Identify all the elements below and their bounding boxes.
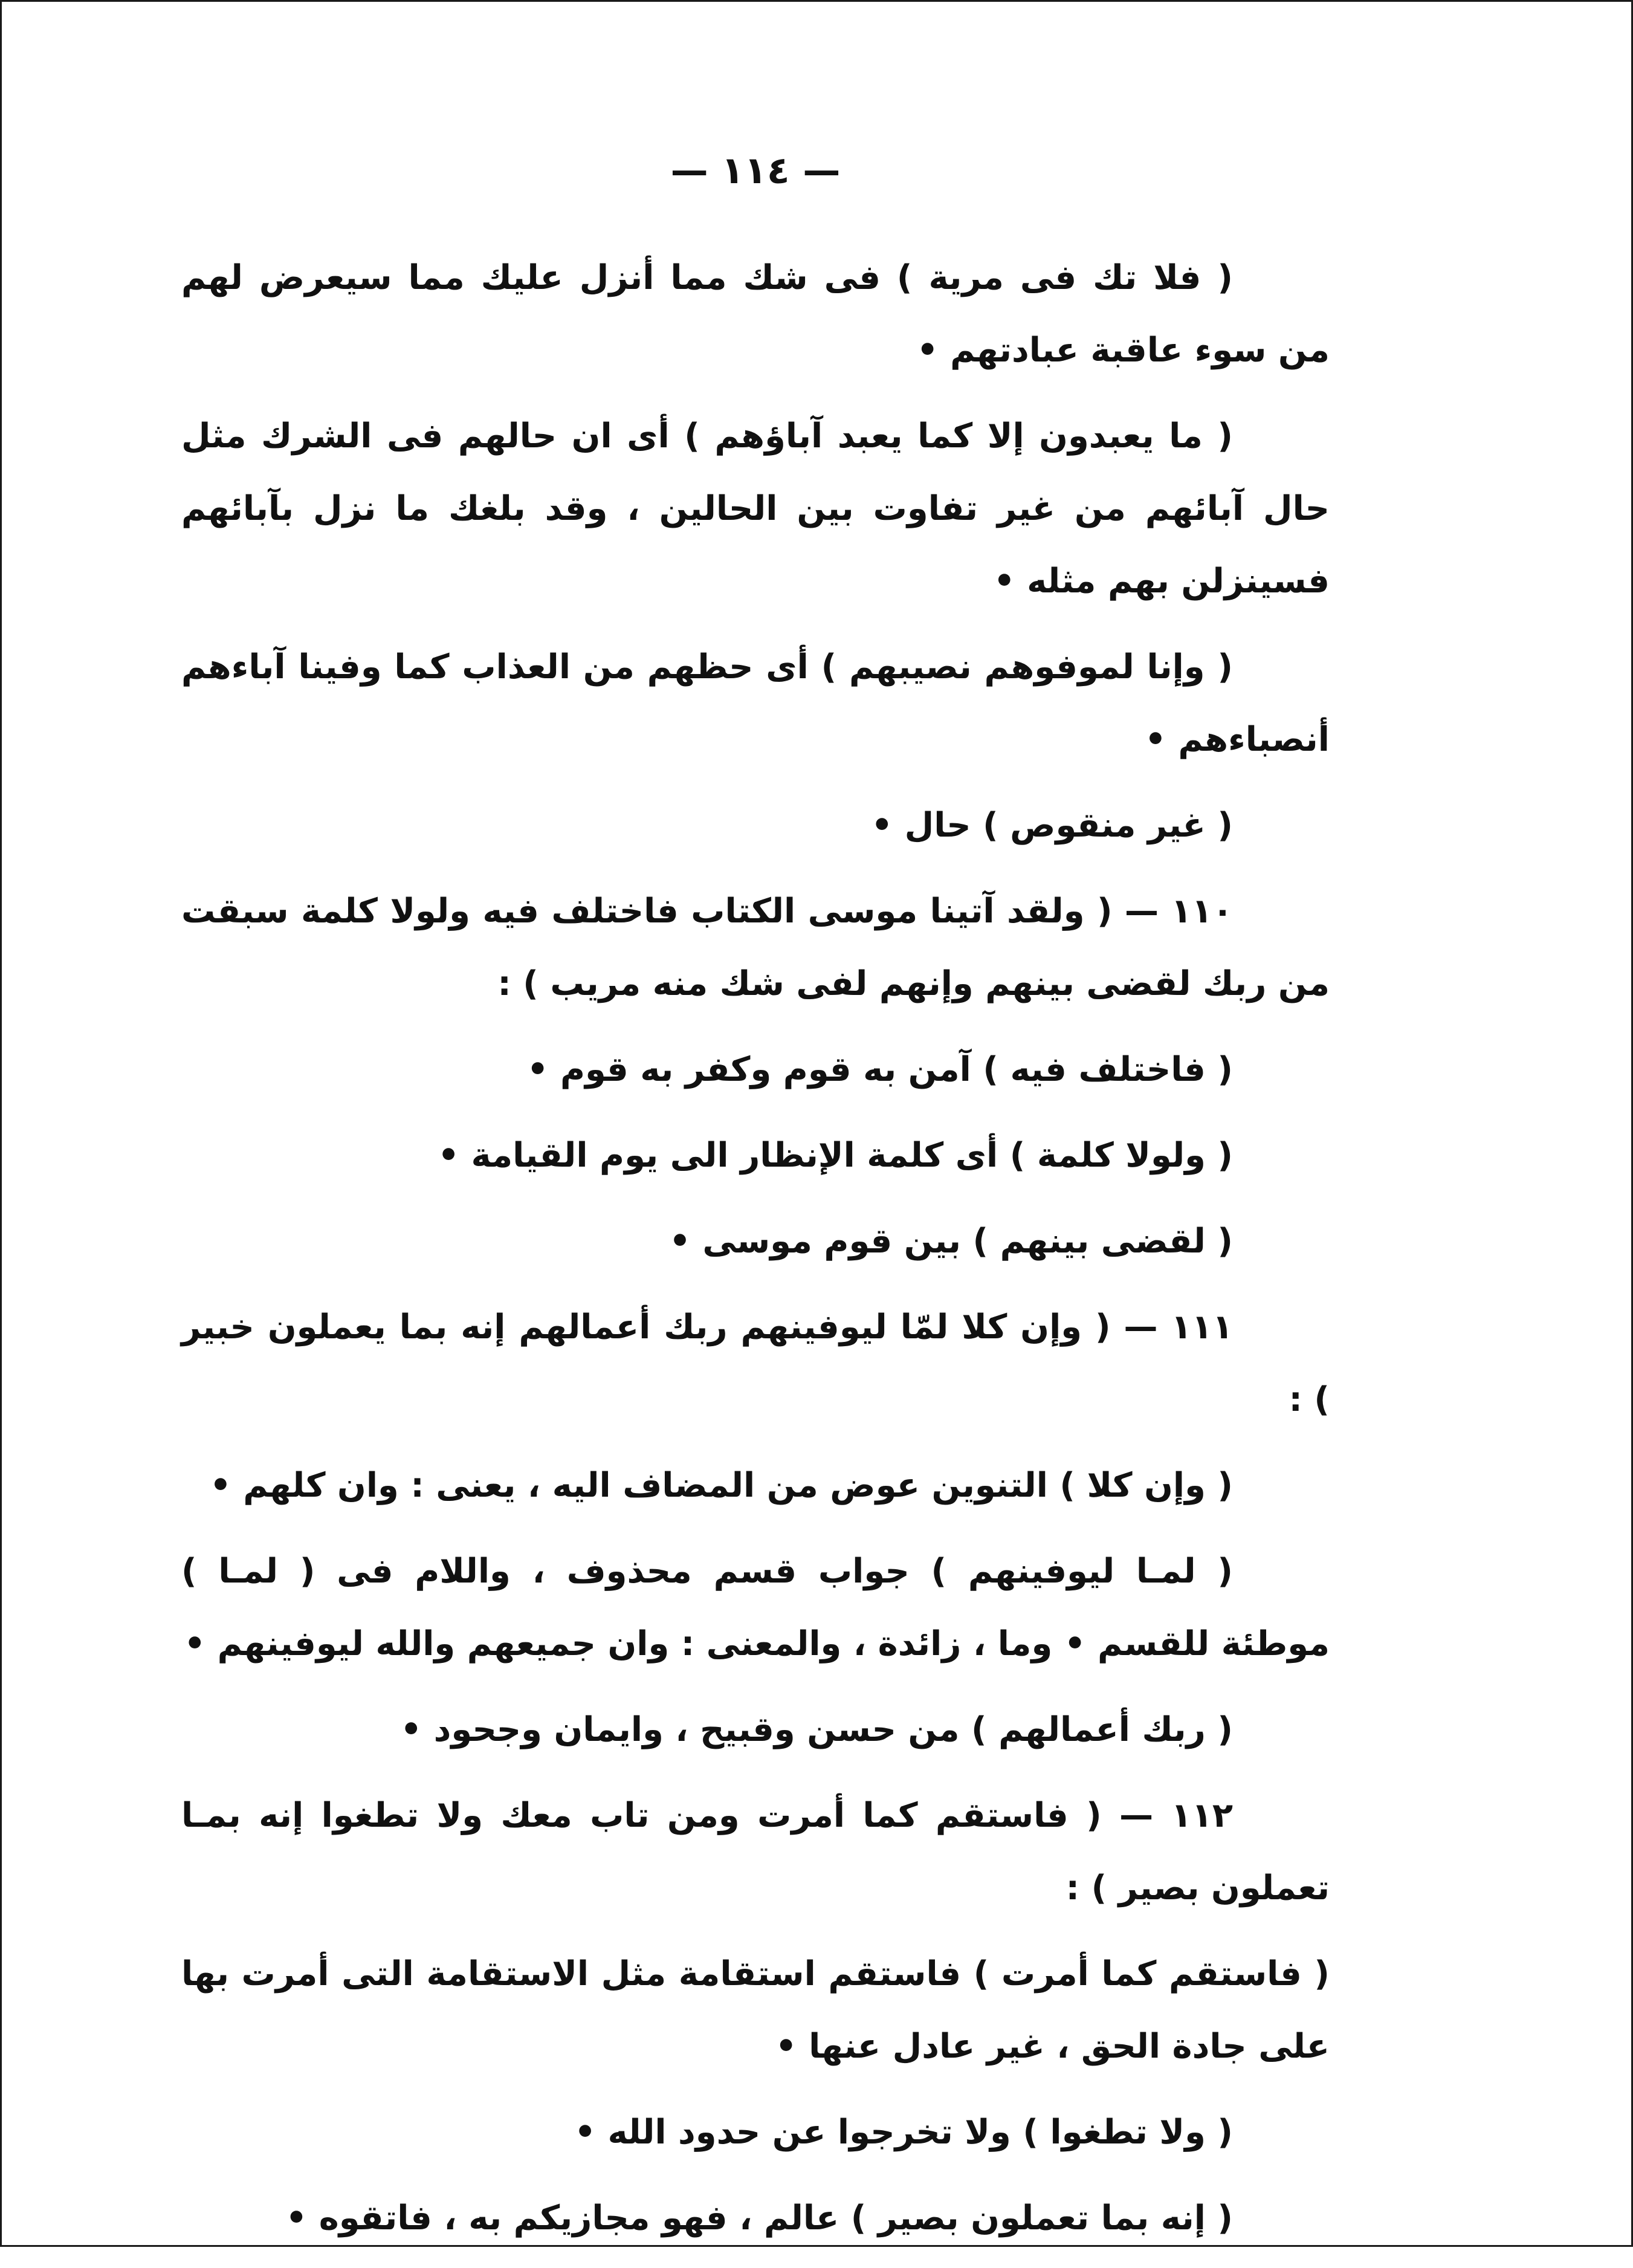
verse-paragraph: ١١٠ — ( ولقد آتينا موسى الكتاب فاختلف فيه ولولا كلمة سبقت من ربك لقضى بينهم وإنهم لفى شك منه مريب ) : [181, 892, 1330, 1003]
paragraph: ( فلا تك فى مرية ) فى شك مما أنزل عليك مما سيعرض لهم من سوء عاقبة عبادتهم • [181, 258, 1330, 370]
paragraph: ( ولا تطغوا ) ولا تخرجوا عن حدود الله • [574, 2113, 1233, 2152]
paragraph: ( غير منقوص ) حال • [871, 806, 1233, 845]
paragraph: ( إنه بما تعملون بصير ) عالم ، فهو مجازيكم به ، فاتقوه • [285, 2198, 1233, 2238]
verse-paragraph: ١١٢ — ( فاستقم كما أمرت ومن تاب معك ولا تطغوا إنه بمـا تعملون بصير ) : [181, 1796, 1330, 1908]
paragraph: ( ما يعبدون إلا كما يعبد آباؤهم ) أى ان حالهم فى الشرك مثل حال آبائهم من غير تفاوت بين الحالين ، وقد بلغك ما نزل بآبائهم فسينزلن بهم مثله • [181, 416, 1330, 601]
paragraph: ( لمـا ليوفينهم ) جواب قسم محذوف ، واللام فى ( لمـا ) موطئة للقسم • وما ، زائدة ، والمعنى : وان جميعهم والله ليوفينهم • [181, 1552, 1330, 1664]
paragraph: ( لقضى بينهم ) بين قوم موسى • [669, 1222, 1233, 1261]
paragraph: ( ربك أعمالهم ) من حسن وقبيح ، وايمان وجحود • [400, 1710, 1233, 1749]
paragraph: ( وإنا لموفوهم نصيبهم ) أى حظهم من العذاب كما وفينا آباءهم أنصباءهم • [181, 647, 1330, 759]
paragraph: ( فاختلف فيه ) آمن به قوم وكفر به قوم • [526, 1050, 1233, 1089]
paragraph: ( وإن كلا ) التنوين عوض من المضاف اليه ، يعنى : وان كلهم • [209, 1466, 1233, 1505]
commentary-text [181, 242, 1330, 2268]
paragraph: ( ولولا كلمة ) أى كلمة الإنظار الى يوم القيامة • [438, 1136, 1233, 1175]
verse-paragraph: ١١١ — ( وإن كلا لمّا ليوفينهم ربك أعمالهم إنه بما يعملون خبير ) : [181, 1307, 1330, 1419]
paragraph: ( فاستقم كما أمرت ) فاستقم استقامة مثل الاستقامة التى أمرت بها على جادة الحق ، غير عادل عنها • [181, 1954, 1330, 2066]
page-number: — ١١٤ — [670, 148, 841, 192]
